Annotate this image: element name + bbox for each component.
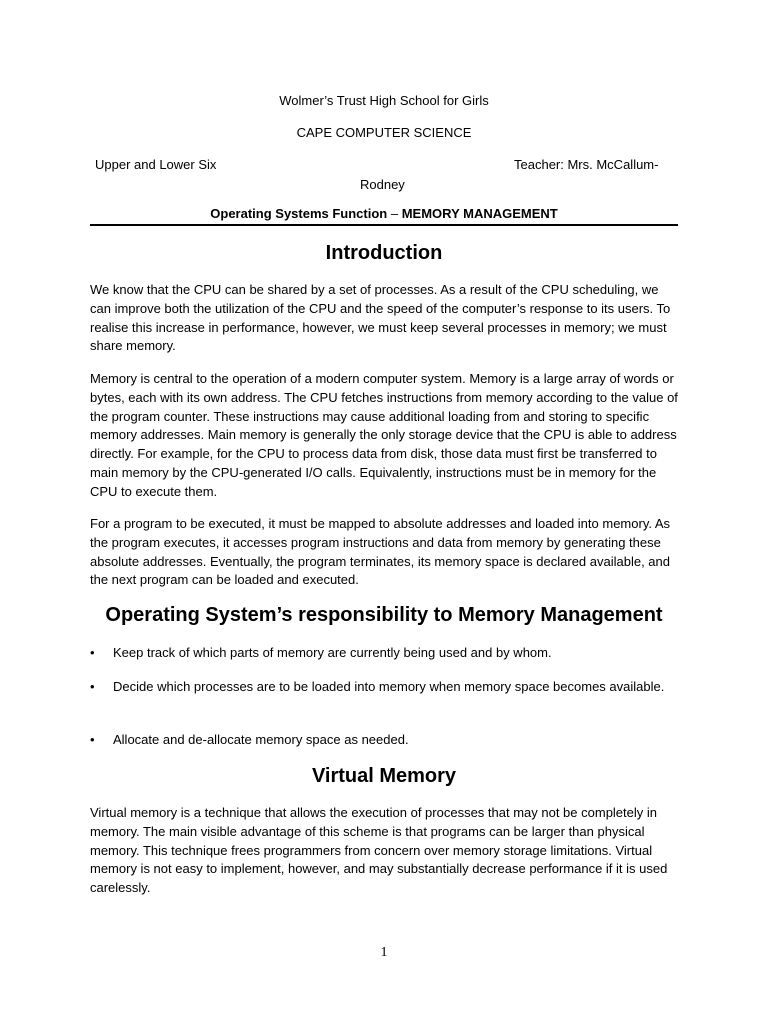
header-divider [90,224,678,226]
bullet-icon: • [90,679,95,694]
intro-paragraph-3: For a program to be executed, it must be mapped to absolute addresses and loaded into memory. As the program executes, it accesses program instructions and data from memory by generating these absolute addresses. Eventually, the program terminates, its memory space is declared available, and the next program can be loaded and executed. [90,516,671,588]
bullet-text: Decide which processes are to be loaded into memory when memory space becomes available. [113,679,665,694]
introduction-heading: Introduction [325,242,443,264]
form-levels: Upper and Lower Six [95,157,217,172]
topic-part-1: Operating Systems Function [210,206,388,221]
bullet-icon: • [90,732,95,747]
intro-paragraph-1: We know that the CPU can be shared by a set of processes. As a result of the CPU scheduling, we can improve both the utilization of the CPU and the speed of the computer’s response to its users. To realise this increase in performance, however, we must keep several processes in memory; we must share memory. [90,282,671,354]
topic-title [90,206,678,222]
school-name: Wolmer’s Trust High School for Girls [279,93,489,108]
bullet-icon: • [90,645,95,660]
os-responsibility-heading: Operating System’s responsibility to Memory Management [105,604,663,626]
teacher-name-line1: Teacher: Mrs. McCallum- [514,157,659,172]
virtual-memory-heading: Virtual Memory [311,765,457,787]
topic-part-2: MEMORY MANAGEMENT [401,206,558,221]
bullet-text: Keep track of which parts of memory are currently being used and by whom. [113,645,552,660]
intro-paragraph-2: Memory is central to the operation of a modern computer system. Memory is a large array of words or bytes, each with its own address. The CPU fetches instructions from memory according to the value of the program counter. These instructions may cause additional loading from and storing to specific memory addresses. Main memory is generally the only storage device that the CPU is able to address directly. For example, for the CPU to process data from disk, those data must first be transferred to main memory by the CPU-generated I/O calls. Equivalently, instructions must be in memory for the CPU to execute them. [90,371,678,499]
page-number: 1 [380,945,388,960]
topic-separator: – [387,206,402,221]
virtual-memory-paragraph: Virtual memory is a technique that allows the execution of processes that may not be completely in memory. The main visible advantage of this scheme is that programs can be larger than physical memory. This technique frees programmers from concern over memory storage limitations. Virtual memory is not easy to implement, however, and may substantially decrease performance if it is used carelessly. [90,805,668,896]
bullet-text: Allocate and de-allocate memory space as needed. [113,732,409,747]
teacher-name-line2: Rodney [360,177,405,192]
course-title: CAPE COMPUTER SCIENCE [296,125,472,140]
